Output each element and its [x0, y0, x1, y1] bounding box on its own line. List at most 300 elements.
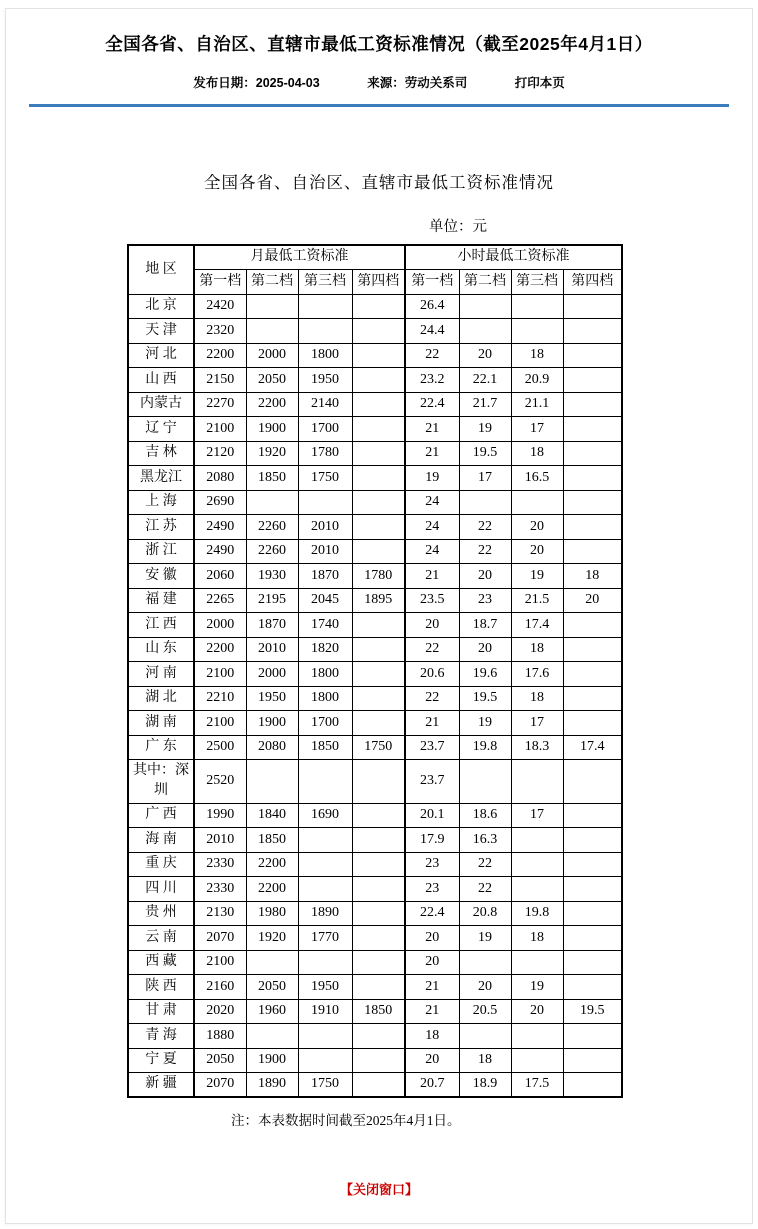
monthly-tier-3-cell: 1800	[298, 686, 352, 711]
region-cell: 河 南	[128, 662, 194, 687]
monthly-tier-2-cell: 2200	[246, 392, 298, 417]
region-cell: 山 西	[128, 368, 194, 393]
monthly-tier-1-cell: 2490	[194, 539, 246, 564]
monthly-tier-1-cell: 2270	[194, 392, 246, 417]
hourly-tier-3-cell	[511, 319, 563, 344]
hourly-tier-2-cell: 20.5	[459, 999, 511, 1024]
monthly-tier-4-cell	[352, 926, 405, 951]
monthly-tier-3-cell: 1700	[298, 711, 352, 736]
monthly-tier-3-cell	[298, 1048, 352, 1073]
monthly-tier-2-cell: 1870	[246, 613, 298, 638]
hourly-tier-3-cell: 20	[511, 515, 563, 540]
unit-label: 单位：元	[429, 219, 487, 235]
table-row	[128, 466, 622, 491]
hourly-tier-1-cell: 24.4	[405, 319, 459, 344]
region-cell: 广 东	[128, 735, 194, 760]
monthly-tier-2-cell: 2050	[246, 368, 298, 393]
monthly-tier-1-cell: 2520	[194, 760, 246, 804]
hourly-tier-1-cell: 22	[405, 637, 459, 662]
hourly-tier-3-cell: 18	[511, 686, 563, 711]
monthly-tier-1-cell: 2010	[194, 828, 246, 853]
monthly-tier-2-cell	[246, 1024, 298, 1049]
hourly-tier-3-cell	[511, 490, 563, 515]
monthly-tier-3-cell: 1950	[298, 368, 352, 393]
hourly-tier-4-cell: 19.5	[563, 999, 622, 1024]
monthly-tier-4-cell	[352, 686, 405, 711]
table-row	[128, 1073, 622, 1098]
monthly-tier-1-cell: 2265	[194, 588, 246, 613]
hourly-tier-4-cell	[563, 294, 622, 319]
hourly-tier-4-cell	[563, 926, 622, 951]
table-row	[128, 613, 622, 638]
group-header-row	[128, 245, 622, 270]
region-cell: 天 津	[128, 319, 194, 344]
monthly-tier-4-cell	[352, 877, 405, 902]
monthly-tier-2-cell: 2050	[246, 975, 298, 1000]
hourly-tier-header-2: 第二档	[459, 270, 511, 295]
monthly-tier-3-cell: 1910	[298, 999, 352, 1024]
hourly-tier-2-cell: 18	[459, 1048, 511, 1073]
page-container	[5, 8, 753, 1224]
hourly-tier-4-cell	[563, 1048, 622, 1073]
hourly-tier-4-cell	[563, 490, 622, 515]
hourly-tier-2-cell	[459, 319, 511, 344]
monthly-tier-4-cell	[352, 852, 405, 877]
monthly-tier-4-cell	[352, 1048, 405, 1073]
monthly-tier-1-cell: 2000	[194, 613, 246, 638]
hourly-tier-2-cell: 22	[459, 539, 511, 564]
document-body	[6, 169, 752, 1129]
region-cell: 海 南	[128, 828, 194, 853]
hourly-tier-1-cell: 23	[405, 852, 459, 877]
hourly-tier-1-cell: 23.2	[405, 368, 459, 393]
hourly-tier-1-cell: 20.6	[405, 662, 459, 687]
table-row	[128, 1048, 622, 1073]
hourly-tier-header-4: 第四档	[563, 270, 622, 295]
hourly-tier-4-cell	[563, 877, 622, 902]
table-row	[128, 711, 622, 736]
monthly-tier-3-cell: 1820	[298, 637, 352, 662]
table-row	[128, 760, 622, 804]
hourly-tier-3-cell	[511, 950, 563, 975]
page-title: 全国各省、自治区、直辖市最低工资标准情况（截至2025年4月1日）	[105, 34, 653, 54]
hourly-tier-3-cell	[511, 1048, 563, 1073]
monthly-tier-4-cell	[352, 901, 405, 926]
table-row	[128, 662, 622, 687]
hourly-tier-3-cell	[511, 760, 563, 804]
hourly-tier-3-cell	[511, 828, 563, 853]
table-row	[128, 926, 622, 951]
table-row	[128, 417, 622, 442]
monthly-tier-1-cell: 2150	[194, 368, 246, 393]
minimum-wage-table	[127, 244, 623, 1098]
monthly-tier-4-cell	[352, 417, 405, 442]
region-cell: 安 徽	[128, 564, 194, 589]
hourly-tier-1-cell: 26.4	[405, 294, 459, 319]
region-cell: 青 海	[128, 1024, 194, 1049]
region-cell: 陕 西	[128, 975, 194, 1000]
monthly-tier-4-cell	[352, 515, 405, 540]
monthly-tier-2-cell: 2260	[246, 539, 298, 564]
hourly-tier-1-cell: 21	[405, 564, 459, 589]
monthly-tier-3-cell	[298, 1024, 352, 1049]
monthly-tier-1-cell: 1880	[194, 1024, 246, 1049]
monthly-tier-4-cell	[352, 490, 405, 515]
region-column-header: 地 区	[128, 245, 194, 294]
monthly-tier-header-1: 第一档	[194, 270, 246, 295]
hourly-tier-2-cell: 22.1	[459, 368, 511, 393]
table-row	[128, 368, 622, 393]
hourly-tier-1-cell: 17.9	[405, 828, 459, 853]
monthly-tier-2-cell: 2200	[246, 877, 298, 902]
hourly-tier-4-cell: 17.4	[563, 735, 622, 760]
monthly-tier-3-cell: 1800	[298, 662, 352, 687]
region-cell: 重 庆	[128, 852, 194, 877]
hourly-tier-3-cell	[511, 294, 563, 319]
region-cell: 浙 江	[128, 539, 194, 564]
monthly-tier-2-cell: 1850	[246, 466, 298, 491]
monthly-tier-2-cell: 2010	[246, 637, 298, 662]
hourly-tier-4-cell	[563, 711, 622, 736]
hourly-tier-4-cell	[563, 901, 622, 926]
hourly-tier-1-cell: 20	[405, 1048, 459, 1073]
monthly-tier-4-cell	[352, 294, 405, 319]
hourly-tier-2-cell: 19.5	[459, 686, 511, 711]
region-cell: 宁 夏	[128, 1048, 194, 1073]
hourly-tier-3-cell	[511, 877, 563, 902]
hourly-tier-3-cell: 20	[511, 999, 563, 1024]
hourly-tier-2-cell: 22	[459, 877, 511, 902]
region-cell: 河 北	[128, 343, 194, 368]
region-cell: 其中：深圳	[128, 760, 194, 804]
hourly-tier-2-cell: 16.3	[459, 828, 511, 853]
monthly-tier-1-cell: 2070	[194, 1073, 246, 1098]
monthly-tier-1-cell: 2500	[194, 735, 246, 760]
monthly-tier-2-cell: 2080	[246, 735, 298, 760]
hourly-tier-3-cell: 18	[511, 343, 563, 368]
table-row	[128, 392, 622, 417]
monthly-tier-4-cell	[352, 343, 405, 368]
monthly-tier-1-cell: 2200	[194, 637, 246, 662]
hourly-tier-3-cell: 19	[511, 975, 563, 1000]
monthly-tier-3-cell	[298, 760, 352, 804]
hourly-tier-2-cell: 18.7	[459, 613, 511, 638]
monthly-tier-4-cell	[352, 1073, 405, 1098]
hourly-tier-4-cell	[563, 319, 622, 344]
region-cell: 西 藏	[128, 950, 194, 975]
hourly-tier-1-cell: 20.1	[405, 803, 459, 828]
hourly-tier-1-cell: 20.7	[405, 1073, 459, 1098]
monthly-tier-1-cell: 2100	[194, 711, 246, 736]
hourly-tier-header-1: 第一档	[405, 270, 459, 295]
hourly-group-header: 小时最低工资标准	[405, 245, 622, 270]
tier-header-row	[128, 270, 622, 295]
hourly-tier-2-cell: 18.9	[459, 1073, 511, 1098]
monthly-tier-2-cell: 2260	[246, 515, 298, 540]
hourly-tier-1-cell: 19	[405, 466, 459, 491]
hourly-tier-1-cell: 20	[405, 926, 459, 951]
monthly-tier-2-cell	[246, 760, 298, 804]
source-value: 劳动关系司	[404, 76, 468, 90]
monthly-tier-3-cell: 1780	[298, 441, 352, 466]
hourly-tier-4-cell	[563, 343, 622, 368]
hourly-tier-3-cell: 18.3	[511, 735, 563, 760]
table-title: 全国各省、自治区、直辖市最低工资标准情况	[204, 173, 554, 192]
table-row	[128, 877, 622, 902]
monthly-tier-2-cell	[246, 490, 298, 515]
source-label: 来源：	[367, 76, 405, 90]
hourly-tier-4-cell	[563, 368, 622, 393]
hourly-tier-1-cell: 18	[405, 1024, 459, 1049]
monthly-tier-1-cell: 2200	[194, 343, 246, 368]
monthly-tier-2-cell: 1850	[246, 828, 298, 853]
monthly-tier-4-cell	[352, 760, 405, 804]
hourly-tier-2-cell: 18.6	[459, 803, 511, 828]
table-row	[128, 319, 622, 344]
monthly-tier-4-cell	[352, 466, 405, 491]
table-row	[128, 735, 622, 760]
hourly-tier-4-cell	[563, 392, 622, 417]
publish-date	[193, 76, 319, 90]
hourly-tier-1-cell: 23	[405, 877, 459, 902]
hourly-tier-4-cell	[563, 1073, 622, 1098]
hourly-tier-4-cell	[563, 950, 622, 975]
region-cell: 湖 北	[128, 686, 194, 711]
monthly-tier-1-cell: 2490	[194, 515, 246, 540]
region-cell: 北 京	[128, 294, 194, 319]
monthly-tier-4-cell	[352, 392, 405, 417]
hourly-tier-4-cell	[563, 662, 622, 687]
hourly-tier-1-cell: 24	[405, 515, 459, 540]
monthly-tier-2-cell: 1840	[246, 803, 298, 828]
monthly-tier-3-cell	[298, 950, 352, 975]
monthly-tier-2-cell: 1960	[246, 999, 298, 1024]
hourly-tier-3-cell: 16.5	[511, 466, 563, 491]
region-cell: 山 东	[128, 637, 194, 662]
table-row	[128, 1024, 622, 1049]
monthly-group-header: 月最低工资标准	[194, 245, 405, 270]
hourly-tier-3-cell: 17.5	[511, 1073, 563, 1098]
hourly-tier-1-cell: 24	[405, 539, 459, 564]
hourly-tier-1-cell: 23.5	[405, 588, 459, 613]
monthly-tier-1-cell: 2100	[194, 950, 246, 975]
monthly-tier-3-cell: 1700	[298, 417, 352, 442]
monthly-tier-4-cell	[352, 803, 405, 828]
monthly-tier-3-cell: 1750	[298, 466, 352, 491]
monthly-tier-1-cell: 2320	[194, 319, 246, 344]
monthly-tier-4-cell: 1750	[352, 735, 405, 760]
table-row	[128, 515, 622, 540]
hourly-tier-1-cell: 20	[405, 613, 459, 638]
close-window-link[interactable]: 【关闭窗口】	[339, 1182, 418, 1198]
hourly-tier-3-cell: 18	[511, 441, 563, 466]
monthly-tier-1-cell: 2330	[194, 877, 246, 902]
hourly-tier-4-cell: 20	[563, 588, 622, 613]
table-note: 注：本表数据时间截至2025年4月1日。	[231, 1113, 461, 1129]
region-cell: 江 苏	[128, 515, 194, 540]
hourly-tier-2-cell: 21.7	[459, 392, 511, 417]
monthly-tier-4-cell: 1850	[352, 999, 405, 1024]
monthly-tier-1-cell: 2330	[194, 852, 246, 877]
monthly-tier-3-cell: 1870	[298, 564, 352, 589]
monthly-tier-1-cell: 2130	[194, 901, 246, 926]
hourly-tier-1-cell: 22.4	[405, 392, 459, 417]
monthly-tier-2-cell: 1950	[246, 686, 298, 711]
publish-date-value: 2025-04-03	[255, 76, 320, 90]
table-row	[128, 564, 622, 589]
monthly-tier-3-cell: 2010	[298, 539, 352, 564]
monthly-tier-1-cell: 2210	[194, 686, 246, 711]
region-cell: 四 川	[128, 877, 194, 902]
monthly-tier-2-cell: 2000	[246, 343, 298, 368]
document-header	[6, 9, 752, 107]
monthly-tier-1-cell: 2100	[194, 417, 246, 442]
table-row	[128, 852, 622, 877]
hourly-tier-4-cell	[563, 686, 622, 711]
monthly-tier-3-cell: 2010	[298, 515, 352, 540]
monthly-tier-2-cell: 1900	[246, 1048, 298, 1073]
hourly-tier-2-cell: 19.5	[459, 441, 511, 466]
monthly-tier-1-cell: 2060	[194, 564, 246, 589]
monthly-tier-2-cell: 1920	[246, 926, 298, 951]
hourly-tier-3-cell: 18	[511, 637, 563, 662]
region-cell: 内蒙古	[128, 392, 194, 417]
table-row	[128, 901, 622, 926]
hourly-tier-2-cell: 20	[459, 343, 511, 368]
hourly-tier-2-cell	[459, 950, 511, 975]
hourly-tier-2-cell: 23	[459, 588, 511, 613]
monthly-tier-1-cell: 2690	[194, 490, 246, 515]
hourly-tier-4-cell	[563, 539, 622, 564]
hourly-tier-3-cell: 21.1	[511, 392, 563, 417]
table-row	[128, 999, 622, 1024]
monthly-tier-3-cell	[298, 490, 352, 515]
table-row	[128, 441, 622, 466]
monthly-tier-4-cell	[352, 662, 405, 687]
region-cell: 湖 南	[128, 711, 194, 736]
hourly-tier-2-cell: 19	[459, 417, 511, 442]
monthly-tier-4-cell	[352, 711, 405, 736]
hourly-tier-3-cell: 17.4	[511, 613, 563, 638]
monthly-tier-3-cell: 1750	[298, 1073, 352, 1098]
hourly-tier-1-cell: 22	[405, 343, 459, 368]
hourly-tier-4-cell	[563, 1024, 622, 1049]
hourly-tier-2-cell: 20	[459, 637, 511, 662]
monthly-tier-3-cell: 1890	[298, 901, 352, 926]
hourly-tier-1-cell: 20	[405, 950, 459, 975]
hourly-tier-4-cell	[563, 417, 622, 442]
monthly-tier-4-cell	[352, 828, 405, 853]
region-cell: 云 南	[128, 926, 194, 951]
print-page-wrap	[515, 76, 565, 90]
monthly-tier-header-4: 第四档	[352, 270, 405, 295]
hourly-tier-2-cell: 20	[459, 975, 511, 1000]
hourly-tier-3-cell: 19.8	[511, 901, 563, 926]
monthly-tier-3-cell: 2140	[298, 392, 352, 417]
monthly-tier-2-cell: 1890	[246, 1073, 298, 1098]
table-row	[128, 294, 622, 319]
hourly-tier-4-cell: 18	[563, 564, 622, 589]
monthly-tier-4-cell	[352, 368, 405, 393]
hourly-tier-header-3: 第三档	[511, 270, 563, 295]
monthly-tier-1-cell: 2420	[194, 294, 246, 319]
monthly-tier-4-cell	[352, 950, 405, 975]
monthly-tier-3-cell	[298, 828, 352, 853]
header-divider	[29, 104, 729, 107]
monthly-tier-header-2: 第二档	[246, 270, 298, 295]
monthly-tier-4-cell	[352, 975, 405, 1000]
hourly-tier-4-cell	[563, 466, 622, 491]
hourly-tier-2-cell	[459, 1024, 511, 1049]
hourly-tier-2-cell: 20	[459, 564, 511, 589]
hourly-tier-3-cell	[511, 1024, 563, 1049]
hourly-tier-4-cell	[563, 515, 622, 540]
monthly-tier-1-cell: 2070	[194, 926, 246, 951]
hourly-tier-4-cell	[563, 760, 622, 804]
print-page-link[interactable]: 打印本页	[514, 76, 565, 90]
monthly-tier-4-cell: 1780	[352, 564, 405, 589]
hourly-tier-1-cell: 21	[405, 711, 459, 736]
region-cell: 吉 林	[128, 441, 194, 466]
hourly-tier-1-cell: 22	[405, 686, 459, 711]
region-cell: 福 建	[128, 588, 194, 613]
monthly-tier-2-cell	[246, 950, 298, 975]
monthly-tier-2-cell: 2195	[246, 588, 298, 613]
hourly-tier-3-cell: 19	[511, 564, 563, 589]
monthly-tier-1-cell: 2100	[194, 662, 246, 687]
monthly-tier-1-cell: 2050	[194, 1048, 246, 1073]
monthly-tier-3-cell: 1800	[298, 343, 352, 368]
hourly-tier-2-cell: 19	[459, 926, 511, 951]
hourly-tier-3-cell: 18	[511, 926, 563, 951]
monthly-tier-2-cell	[246, 294, 298, 319]
region-cell: 江 西	[128, 613, 194, 638]
hourly-tier-1-cell: 22.4	[405, 901, 459, 926]
table-row	[128, 686, 622, 711]
monthly-tier-2-cell: 2200	[246, 852, 298, 877]
region-cell: 上 海	[128, 490, 194, 515]
monthly-tier-4-cell	[352, 319, 405, 344]
monthly-tier-2-cell: 1930	[246, 564, 298, 589]
hourly-tier-4-cell	[563, 852, 622, 877]
hourly-tier-3-cell: 17.6	[511, 662, 563, 687]
hourly-tier-4-cell	[563, 975, 622, 1000]
monthly-tier-2-cell: 1900	[246, 417, 298, 442]
monthly-tier-2-cell: 1920	[246, 441, 298, 466]
hourly-tier-3-cell: 17	[511, 803, 563, 828]
table-row	[128, 539, 622, 564]
hourly-tier-2-cell: 20.8	[459, 901, 511, 926]
hourly-tier-4-cell	[563, 803, 622, 828]
monthly-tier-3-cell: 2045	[298, 588, 352, 613]
monthly-tier-4-cell	[352, 613, 405, 638]
hourly-tier-1-cell: 21	[405, 975, 459, 1000]
monthly-tier-3-cell: 1850	[298, 735, 352, 760]
monthly-tier-2-cell: 1980	[246, 901, 298, 926]
table-row	[128, 637, 622, 662]
monthly-tier-4-cell	[352, 539, 405, 564]
monthly-tier-1-cell: 2080	[194, 466, 246, 491]
page-footer	[6, 1179, 752, 1223]
table-row	[128, 828, 622, 853]
region-cell: 黑龙江	[128, 466, 194, 491]
table-row	[128, 950, 622, 975]
hourly-tier-3-cell: 20.9	[511, 368, 563, 393]
monthly-tier-3-cell: 1740	[298, 613, 352, 638]
region-cell: 贵 州	[128, 901, 194, 926]
hourly-tier-2-cell: 22	[459, 515, 511, 540]
region-cell: 辽 宁	[128, 417, 194, 442]
